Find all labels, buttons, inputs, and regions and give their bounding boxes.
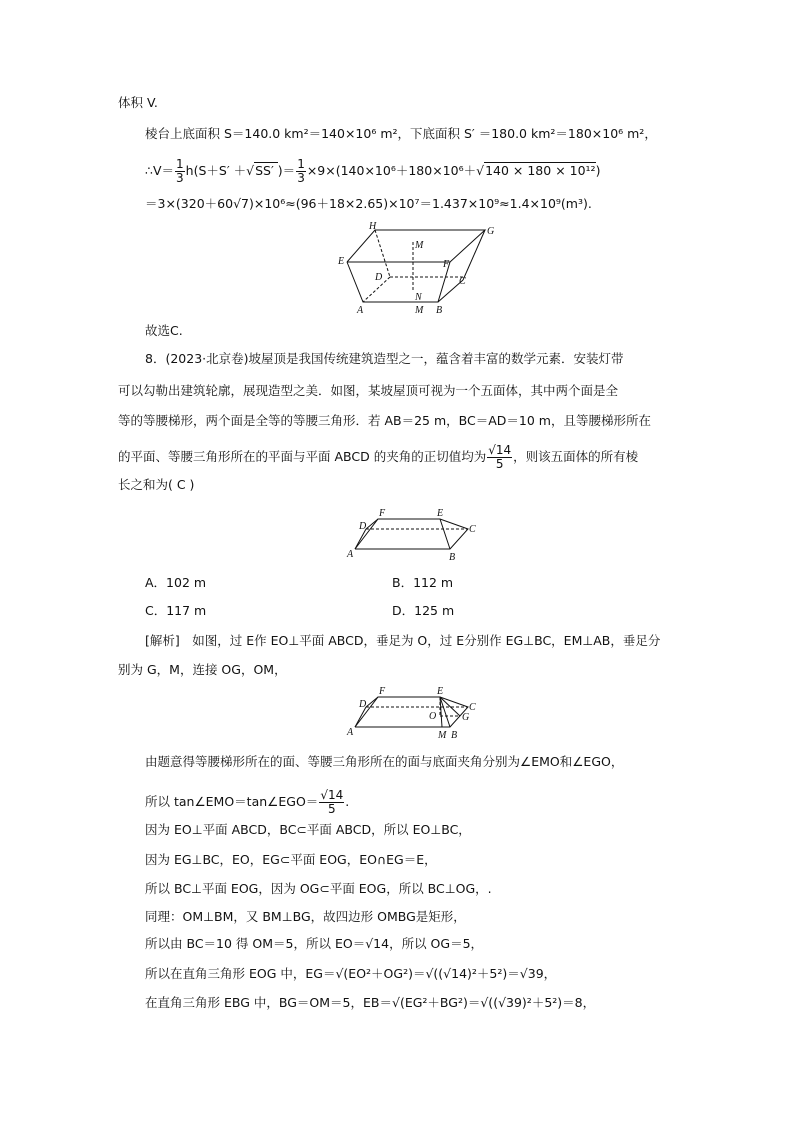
text-line: ＝3×(320＋60√7)×10⁶≈(96＋18×2.65)×10⁷＝1.437×10⁹≈1.4×10⁹(m³). [145,196,592,211]
text-line: 故选C. [145,323,183,338]
denominator: 5 [327,802,336,816]
svg-text:D: D [359,699,367,710]
solution-line: 在直角三角形 EBG 中，BG＝OM＝5，EB＝√(EG²＋BG²)＝√((√39)²＋5²)＝8， [145,995,596,1010]
solution-line: 因为 EG⊥BC，EO，EG⊂平面 EOG，EO∩EG＝E， [145,852,437,867]
fraction [487,444,512,471]
text-line: 体积 V. [118,95,158,110]
question-line [118,444,638,471]
denominator: 3 [297,171,305,185]
svg-text:N: N [415,292,422,303]
text: 所以 tan∠EMO＝tan∠EGO＝ [145,794,319,809]
svg-text:B: B [449,552,456,563]
svg-text:G: G [462,712,470,723]
denominator: 5 [495,457,504,471]
numerator: √14 [488,443,512,457]
solution-line: 别为 G，M，连接 OG，OM， [118,662,287,677]
option-c[interactable]: C．117 m [145,603,207,618]
solution-line: 所以 BC⊥平面 EOG，因为 OG⊂平面 EOG，所以 BC⊥OG，. [145,881,492,896]
text: ∴V＝ [145,163,175,178]
svg-text:M: M [415,240,424,251]
svg-text:C: C [469,524,476,535]
svg-text:O: O [429,711,437,722]
radicand: SS′ [255,163,278,178]
question-line: 可以勾勒出建筑轮廓，展现造型之美．如图，某坡屋顶可视为一个五面体，其中两个面是全 [118,383,619,398]
svg-text:G: G [487,226,495,237]
option-a[interactable]: A．102 m [145,575,207,590]
option-d[interactable]: D．125 m [392,603,455,618]
numerator: 1 [297,157,305,171]
svg-text:D: D [359,521,367,532]
solution-line: 同理：OM⊥BM，又 BM⊥BG，故四边形 OMBG是矩形， [145,909,466,924]
fraction [296,158,306,185]
svg-text:M: M [438,730,447,741]
roof-solution-figure [345,683,475,741]
solution-line: 所以在直角三角形 EOG 中，EG＝√(EO²＋OG²)＝√((√14)²＋5²)＝√39， [145,966,557,981]
frustum-figure [335,220,495,315]
denominator: 3 [176,171,184,185]
text: ) [595,163,601,178]
fraction [175,158,185,185]
svg-text:M: M [415,305,424,316]
svg-text:A: A [357,305,364,316]
svg-text:B: B [436,305,443,316]
svg-text:C: C [469,702,476,713]
svg-text:E: E [338,256,345,267]
svg-text:F: F [379,686,386,697]
solution-line: 所以由 BC＝10 得 OM＝5，所以 EO＝√14，所以 OG＝5， [145,936,484,951]
svg-text:E: E [437,686,444,697]
text: . [345,794,350,809]
text: ，则该五面体的所有棱 [513,449,639,464]
text: )＝ [277,163,296,178]
solution-line [145,789,349,816]
text-line: 棱台上底面积 S＝140.0 km²＝140×10⁶ m²，下底面积 S′ ＝180.0 km²＝180×10⁶ m²， [145,126,657,141]
question-line: 等的等腰梯形，两个面是全等的等腰三角形．若 AB＝25 m，BC＝AD＝10 m，且等腰梯形所在 [118,413,651,428]
formula-line [145,158,600,185]
svg-text:E: E [437,508,444,519]
question-line: 8．(2023·北京卷)坡屋顶是我国传统建筑造型之一，蕴含着丰富的数学元素．安装灯带 [145,351,624,366]
svg-text:B: B [451,730,458,741]
question-line: 长之和为( C ) [118,477,195,492]
text: h(S＋S′ ＋√ [185,163,255,178]
svg-text:H: H [369,221,377,232]
roof-figure [345,505,475,563]
svg-text:A: A [347,549,354,560]
fraction [319,789,344,816]
solution-line: 由题意得等腰梯形所在的面、等腰三角形所在的面与底面夹角分别为∠EMO和∠EGO， [145,754,624,769]
text: ×9×(140×10⁶＋180×10⁶＋√ [306,163,485,178]
solution-line: 因为 EO⊥平面 ABCD，BC⊂平面 ABCD，所以 EO⊥BC， [145,822,471,837]
svg-text:F: F [443,259,450,270]
svg-text:F: F [379,508,386,519]
radicand: 140 × 180 × 10¹² [485,163,596,178]
option-b[interactable]: B．112 m [392,575,454,590]
text: 的平面、等腰三角形所在的平面与平面 ABCD 的夹角的正切值均为 [118,449,487,464]
solution-line: [解析] 如图，过 E作 EO⊥平面 ABCD，垂足为 O，过 E分别作 EG⊥BC，EM⊥AB，垂足分 [145,633,661,648]
svg-text:D: D [375,272,383,283]
numerator: 1 [176,157,184,171]
numerator: √14 [320,788,344,802]
svg-text:C: C [459,276,466,287]
svg-text:A: A [347,727,354,738]
